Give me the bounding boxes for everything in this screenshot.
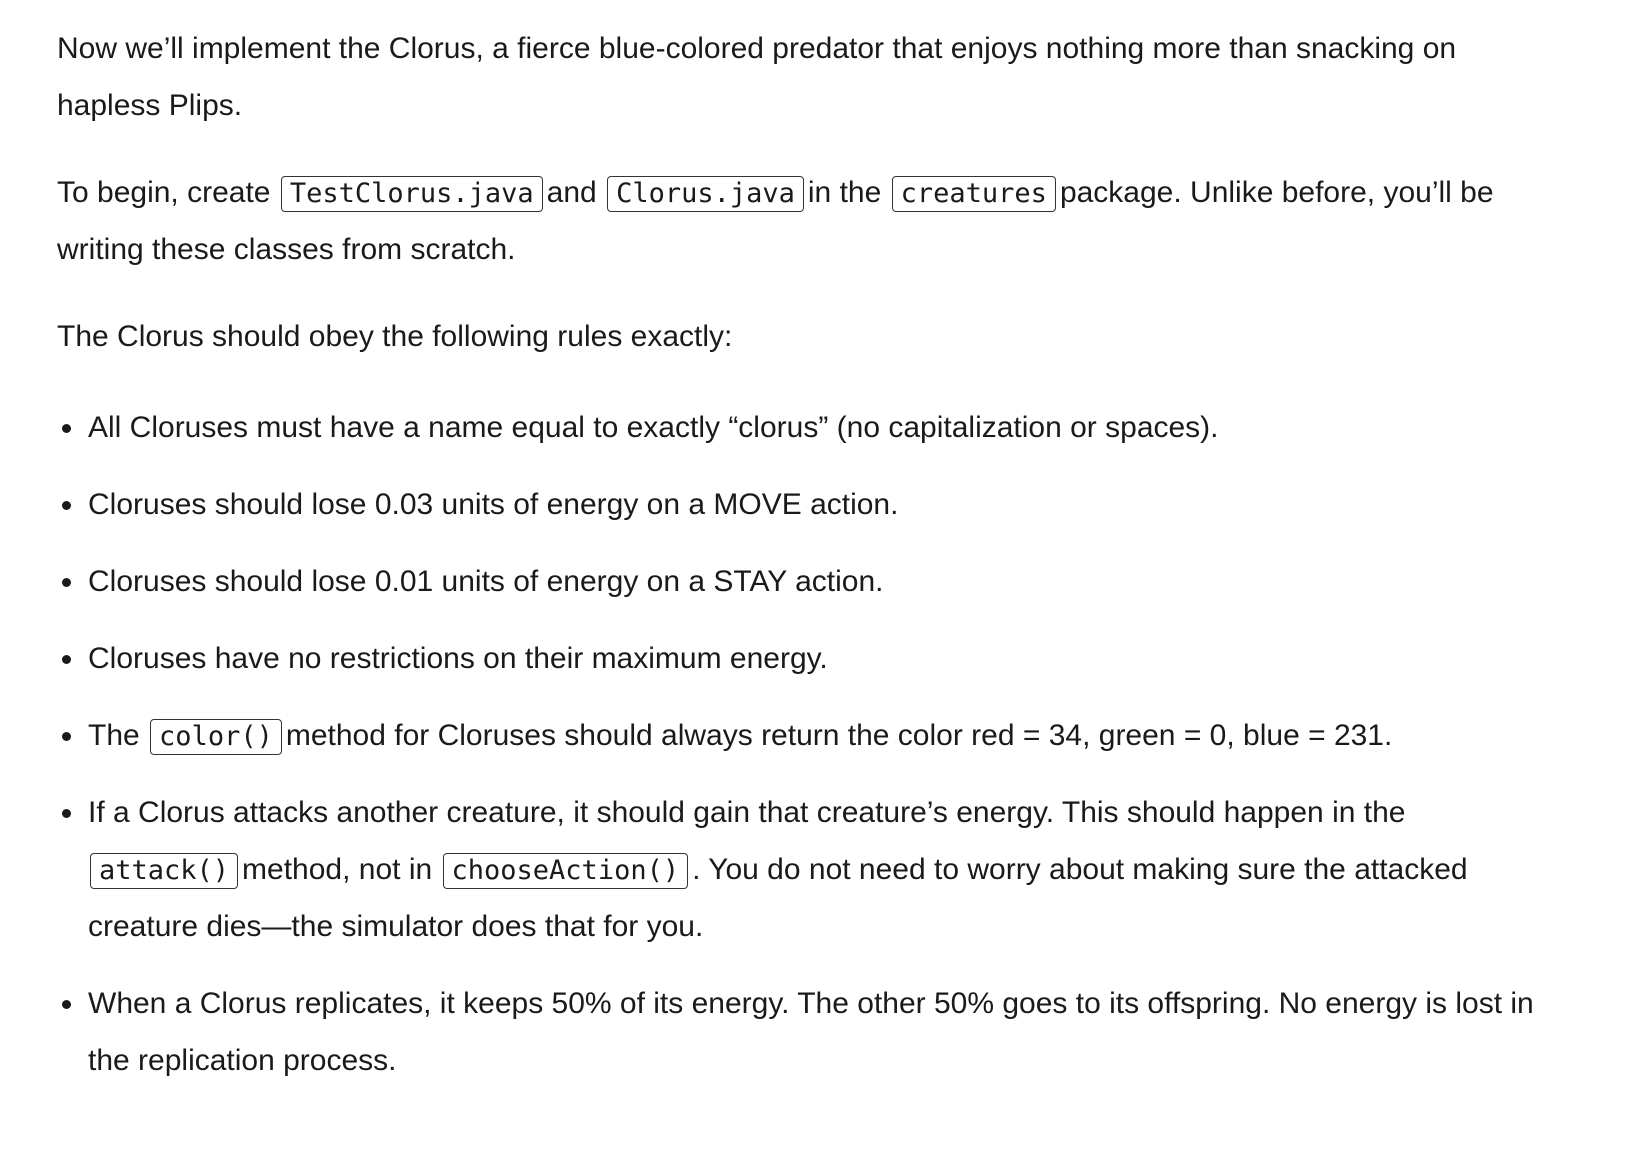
rule-stay (88, 553, 1564, 610)
setup-suffix: package. Unlike before, you’ll be writing these classes from scratch. (57, 176, 1494, 266)
rule-color-suffix: method for Cloruses should always return the color red = 34, green = 0, blue = 231. (285, 719, 1393, 752)
rule-move (88, 476, 1564, 533)
rules-intro-text: The Clorus should obey the following rules exactly: (57, 320, 733, 353)
rule-attack-suffix: . You do not need to worry about making sure the attacked creature dies—the simulator does that for you. (88, 853, 1468, 943)
rule-color-prefix: The (88, 719, 140, 752)
color-method-code: color() (150, 719, 282, 755)
setup-paragraph (57, 164, 1564, 278)
intro-text: Now we’ll implement the Clorus, a fierce blue-colored predator that enjoys nothing more than snacking on hapless Plips. (57, 32, 1457, 122)
test-clorus-file-code: TestClorus.java (281, 176, 543, 212)
rule-attack-middle: method, not in (242, 853, 433, 886)
attack-method-code: attack() (90, 853, 238, 889)
rule-replicate (88, 975, 1564, 1089)
rule-max-energy (88, 630, 1564, 687)
setup-and: and (546, 176, 597, 209)
creatures-package-code: creatures (892, 176, 1056, 212)
clorus-file-code: Clorus.java (607, 176, 804, 212)
rule-move-text: Cloruses should lose 0.03 units of energy on a MOVE action. (88, 488, 899, 521)
setup-in-the: in the (807, 176, 882, 209)
intro-paragraph (57, 20, 1564, 134)
setup-prefix: To begin, create (57, 176, 271, 209)
rule-color (88, 707, 1564, 764)
rules-intro-paragraph (57, 308, 1564, 365)
rule-max-energy-text: Cloruses have no restrictions on their maximum energy. (88, 642, 828, 675)
choose-action-method-code: chooseAction() (443, 853, 689, 889)
rule-attack (88, 784, 1564, 955)
rule-name (88, 399, 1564, 456)
rule-name-text: All Cloruses must have a name equal to exactly “clorus” (no capitalization or spaces). (88, 411, 1219, 444)
rule-attack-prefix: If a Clorus attacks another creature, it should gain that creature’s energy. This should happen in the (88, 796, 1406, 829)
rule-replicate-text: When a Clorus replicates, it keeps 50% of its energy. The other 50% goes to its offspring. No energy is lost in the replication process. (88, 987, 1534, 1077)
rule-stay-text: Cloruses should lose 0.01 units of energy on a STAY action. (88, 565, 884, 598)
rules-list (57, 399, 1564, 1089)
